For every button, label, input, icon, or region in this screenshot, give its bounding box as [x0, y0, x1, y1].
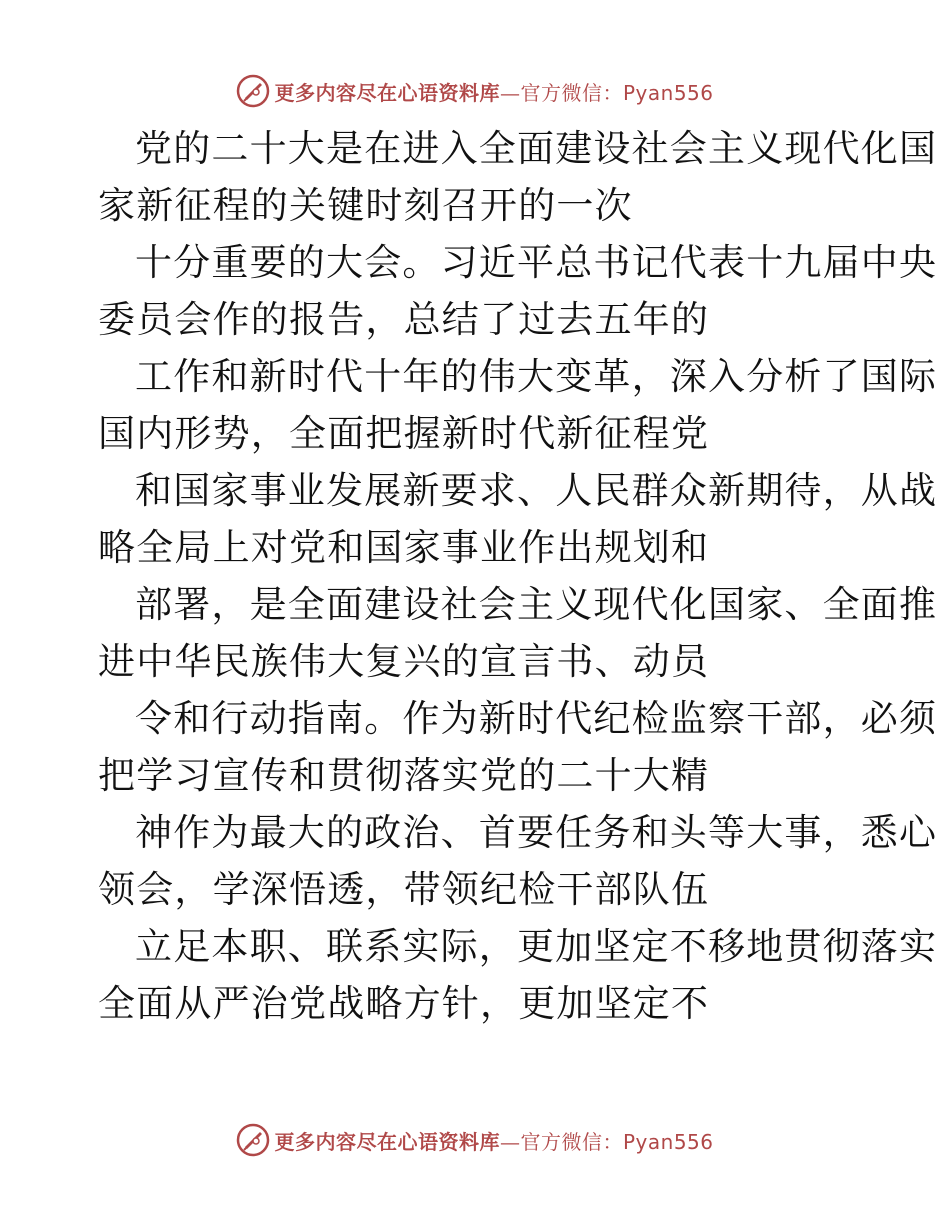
- footer-wechat-label: 官方微信：: [520, 1129, 623, 1154]
- header-site-text: 更多内容尽在心语资料库: [274, 80, 500, 105]
- header-banner-text: [274, 77, 713, 106]
- body-line: 和国家事业发展新要求、人民群众新期待，从战: [135, 469, 938, 512]
- header-dash: —: [499, 80, 521, 105]
- header-banner: [0, 71, 950, 111]
- body-line: 十分重要的大会。习近平总书记代表十九届中央: [135, 241, 938, 284]
- footer-banner-text: [274, 1126, 713, 1155]
- footer-site-text: 更多内容尽在心语资料库: [274, 1129, 500, 1154]
- body-line: 神作为最大的政治、首要任务和头等大事，悉心: [135, 811, 938, 854]
- header-wechat-label: 官方微信：: [520, 80, 623, 105]
- quill-logo-icon: [236, 1123, 270, 1157]
- body-line: 略全局上对党和国家事业作出规划和: [98, 526, 710, 569]
- body-line: 进中华民族伟大复兴的宣言书、动员: [98, 640, 710, 683]
- document-body: [98, 120, 938, 1032]
- body-line: 工作和新时代十年的伟大变革，深入分析了国际: [135, 355, 938, 398]
- body-line: 委员会作的报告，总结了过去五年的: [98, 298, 710, 341]
- body-line: 令和行动指南。作为新时代纪检监察干部，必须: [135, 697, 938, 740]
- footer-dash: —: [499, 1129, 521, 1154]
- body-line: 党的二十大是在进入全面建设社会主义现代化国: [135, 127, 938, 170]
- body-line: 全面从严治党战略方针，更加坚定不: [98, 982, 710, 1025]
- quill-logo-icon: [236, 74, 270, 108]
- footer-wechat-id: Pyan556: [622, 1129, 714, 1154]
- body-line: 家新征程的关键时刻召开的一次: [98, 184, 633, 227]
- body-line: 把学习宣传和贯彻落实党的二十大精: [98, 754, 710, 797]
- body-line: 国内形势，全面把握新时代新征程党: [98, 412, 710, 455]
- body-line: 部署，是全面建设社会主义现代化国家、全面推: [135, 583, 938, 626]
- footer-banner: [0, 1120, 950, 1160]
- body-line: 立足本职、联系实际，更加坚定不移地贯彻落实: [135, 925, 938, 968]
- body-line: 领会，学深悟透，带领纪检干部队伍: [98, 868, 710, 911]
- header-wechat-id: Pyan556: [622, 80, 714, 105]
